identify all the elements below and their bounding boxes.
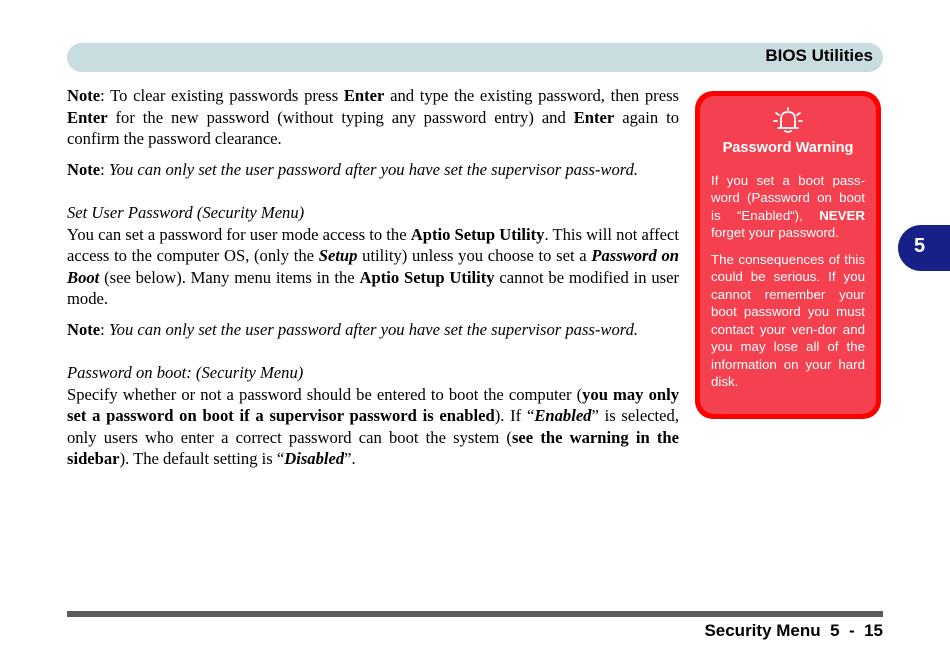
section-heading-set-user-password: Set User Password (Security Menu) — [67, 203, 305, 222]
chapter-tab — [898, 225, 950, 271]
password-warning-sidebar — [695, 91, 881, 419]
note-user-password-2: Note: You can only set the user password after you have set the supervisor pass-word. — [67, 319, 639, 339]
set-user-password-body: You can set a password for user mode access to the Aptio Setup Utility. This will not affect access to the computer OS, (only the Setup utility) unless you choose to set a Password on Boot (see below). Many menu items in the Aptio Setup Utility cannot be modified in user mode. — [67, 224, 679, 308]
enter-key: Enter — [343, 86, 385, 105]
note-label: Note — [67, 319, 101, 339]
enter-key: Enter — [67, 107, 108, 127]
note-clear-passwords: Note: To clear existing passwords press Enter and type the existing password, then press Enter for the new password (without typing any password entry) and Enter again to confirm the password clearance. — [67, 86, 680, 148]
main-content — [67, 85, 679, 470]
sidebar-paragraph-1: If you set a boot pass-word (Password on boot is “Enabled“), NEVER forget your password. — [711, 172, 865, 240]
footer-rule — [67, 611, 883, 617]
sidebar-paragraph-2: The consequences of this could be serious. If you cannot remember your boot password you must contact your ven-dor and you may lose all of the information on your hard disk. — [711, 251, 865, 389]
alarm-bell-icon — [772, 106, 804, 134]
page-header-title: BIOS Utilities — [765, 46, 873, 65]
footer-page-label: Security Menu 5 - 15 — [704, 621, 883, 640]
sidebar-title: Password Warning — [722, 140, 854, 156]
enter-key: Enter — [573, 107, 615, 127]
password-on-boot-body: Specify whether or not a password should be entered to boot the computer (you may only set a password on boot if a supervisor password is enabled). If “Enabled” is selected, only users who enter a correct password can boot the system (see the warning in the sidebar). The default setting is “Disabled”. — [67, 384, 680, 468]
chapter-number: 5 — [914, 235, 926, 257]
sidebar-inner — [700, 96, 876, 414]
note-label: Note — [67, 159, 101, 179]
note-label: Note — [67, 86, 101, 105]
section-heading-password-on-boot: Password on boot: (Security Menu) — [67, 363, 304, 382]
note-user-password: Note: You can only set the user password after you have set the supervisor pass-word. — [67, 159, 639, 179]
header-bar — [67, 43, 883, 72]
